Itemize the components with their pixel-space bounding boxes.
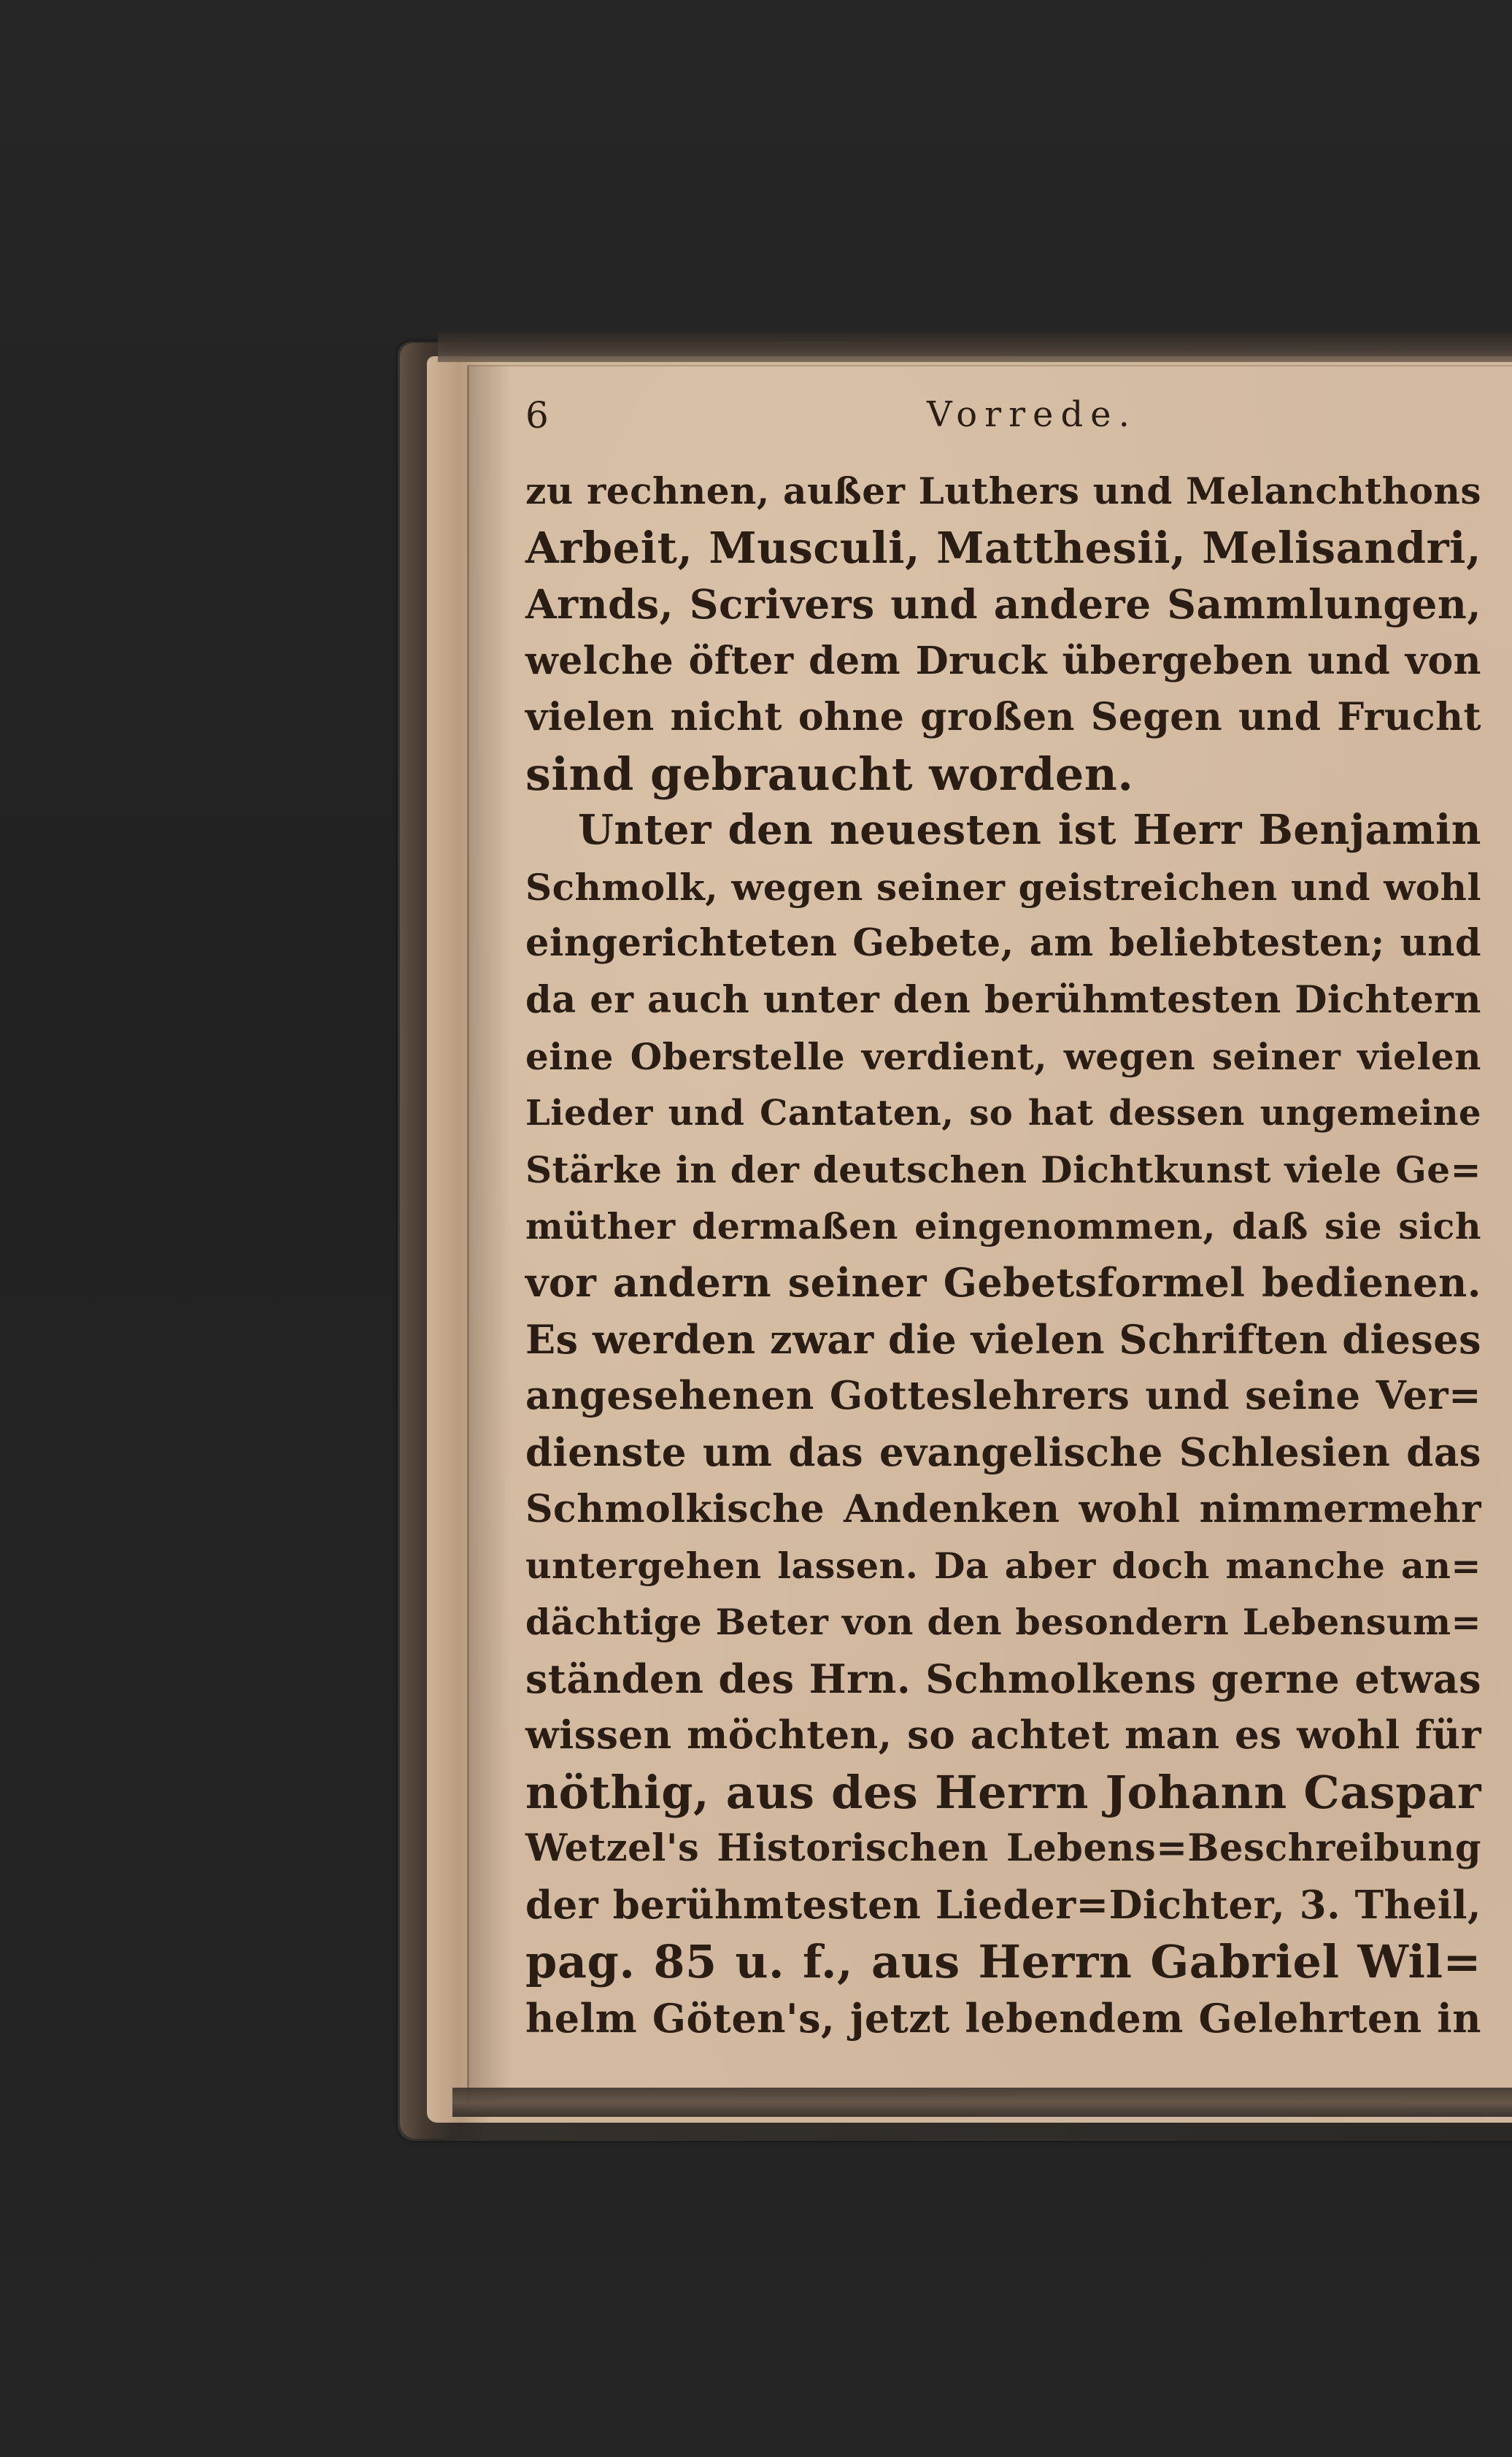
text-line-14: müther dermaßen eingenommen, daß sie sich bbox=[525, 1204, 1481, 1247]
text-line-21: dächtige Beter von den besondern Lebensum= bbox=[525, 1601, 1481, 1643]
text-line-17: angesehenen Gotteslehrers und seine Ver= bbox=[525, 1373, 1481, 1418]
text-line-13: Stärke in der deutschen Dichtkunst viele Ge= bbox=[525, 1148, 1481, 1191]
text-line-10: da er auch unter den berühmtesten Dichtern bbox=[525, 977, 1481, 1022]
page-header bbox=[525, 387, 1481, 445]
text-line-1: zu rechnen, außer Luthers und Melanchthons bbox=[525, 469, 1481, 512]
text-line-27: pag. 85 u. f., aus Herrn Gabriel Wil= bbox=[525, 1935, 1481, 1988]
running-head: Vorrede. bbox=[927, 394, 1137, 435]
text-line-6: sind gebraucht worden. bbox=[525, 747, 1134, 801]
text-line-9: eingerichteten Gebete, am beliebtesten; und bbox=[525, 921, 1481, 965]
page-text-block bbox=[525, 387, 1481, 2047]
text-line-23: wissen möchten, so achtet man es wohl für bbox=[525, 1712, 1481, 1758]
text-line-16: Es werden zwar die vielen Schriften dieses bbox=[525, 1315, 1481, 1363]
text-line-2: Arbeit, Musculi, Matthesii, Melisandri, bbox=[525, 522, 1481, 573]
text-line-7: Unter den neuesten ist Herr Benjamin bbox=[578, 806, 1481, 854]
text-line-12: Lieder und Cantaten, so hat dessen ungemeine bbox=[525, 1092, 1481, 1134]
page-top-edge bbox=[438, 333, 1512, 362]
page-number: 6 bbox=[525, 394, 549, 437]
text-line-18: dienste um das evangelische Schlesien das bbox=[525, 1429, 1481, 1475]
text-line-24: nöthig, aus des Herrn Johann Caspar bbox=[525, 1765, 1481, 1819]
text-line-28: helm Göten's, jetzt lebendem Gelehrten in bbox=[525, 1994, 1481, 2042]
text-line-4: welche öfter dem Druck übergeben und von bbox=[525, 638, 1481, 683]
spine-shadow bbox=[467, 365, 511, 2102]
text-line-5: vielen nicht ohne großen Segen und Frucht bbox=[525, 695, 1481, 739]
text-line-3: Arnds, Scrivers und andere Sammlungen, bbox=[525, 580, 1481, 628]
text-line-8: Schmolk, wegen seiner geistreichen und wohl bbox=[525, 865, 1481, 909]
text-line-11: eine Oberstelle verdient, wegen seiner vielen bbox=[525, 1035, 1481, 1078]
text-line-25: Wetzel's Historischen Lebens=Beschreibung bbox=[525, 1826, 1481, 1870]
text-line-26: der berühmtesten Lieder=Dichter, 3. Theil, bbox=[525, 1882, 1481, 1928]
text-line-15: vor andern seiner Gebetsformel bedienen. bbox=[525, 1259, 1481, 1306]
text-line-22: ständen des Hrn. Schmolkens gerne etwas bbox=[525, 1655, 1481, 1702]
page-bottom-edge bbox=[452, 2088, 1512, 2117]
text-line-19: Schmolkische Andenken wohl nimmermehr bbox=[525, 1487, 1481, 1531]
text-line-20: untergehen lassen. Da aber doch manche an= bbox=[525, 1544, 1481, 1587]
